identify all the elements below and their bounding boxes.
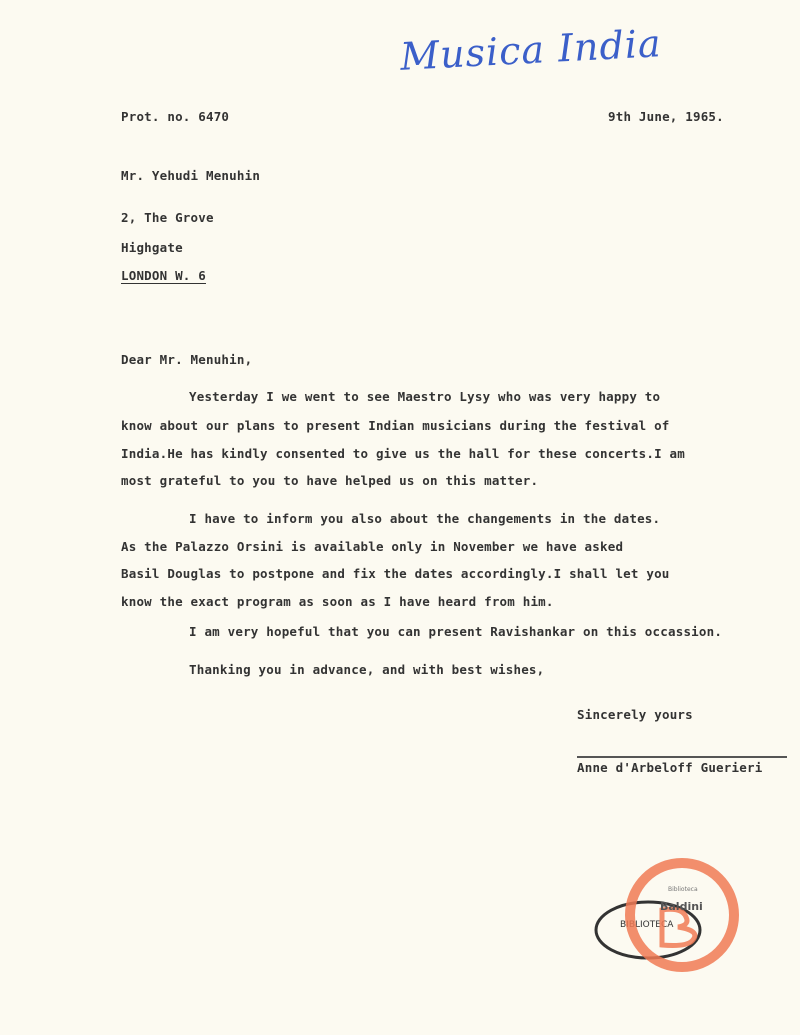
signature-line bbox=[577, 756, 787, 758]
recipient-street: 2, The Grove bbox=[121, 210, 214, 225]
body-line: know about our plans to present Indian musicians during the festival of bbox=[121, 418, 670, 433]
body-line: I have to inform you also about the changements in the dates. bbox=[189, 511, 661, 526]
stamp-small-text: Biblioteca bbox=[668, 886, 698, 893]
protocol-number: Prot. no. 6470 bbox=[121, 109, 230, 124]
stamp-oval-text: BIBLIOTECA bbox=[620, 920, 674, 930]
closing: Sincerely yours bbox=[577, 707, 693, 722]
body-line: As the Palazzo Orsini is available only in November we have asked bbox=[121, 539, 624, 554]
body-line: Thanking you in advance, and with best wishes, bbox=[189, 662, 545, 677]
letter-date: 9th June, 1965. bbox=[608, 109, 724, 124]
stamp-name: Baldini bbox=[660, 900, 703, 913]
body-line: Basil Douglas to postpone and fix the dates accordingly.I shall let you bbox=[121, 566, 670, 581]
body-line: most grateful to you to have helped us on this matter. bbox=[121, 473, 539, 488]
body-line: Yesterday I we went to see Maestro Lysy who was very happy to bbox=[189, 389, 661, 404]
body-line: India.He has kindly consented to give us the hall for these concerts.I am bbox=[121, 446, 685, 461]
recipient-area: Highgate bbox=[121, 240, 183, 255]
library-stamp bbox=[590, 855, 750, 985]
recipient-city: LONDON W. 6 bbox=[121, 268, 206, 283]
body-line: I am very hopeful that you can present Ravishankar on this occassion. bbox=[189, 624, 723, 639]
recipient-name: Mr. Yehudi Menuhin bbox=[121, 168, 261, 183]
handwritten-annotation: Musica India bbox=[399, 21, 663, 79]
body-line: know the exact program as soon as I have heard from him. bbox=[121, 594, 554, 609]
salutation: Dear Mr. Menuhin, bbox=[121, 352, 253, 367]
signatory-name: Anne d'Arbeloff Guerieri bbox=[577, 760, 763, 775]
